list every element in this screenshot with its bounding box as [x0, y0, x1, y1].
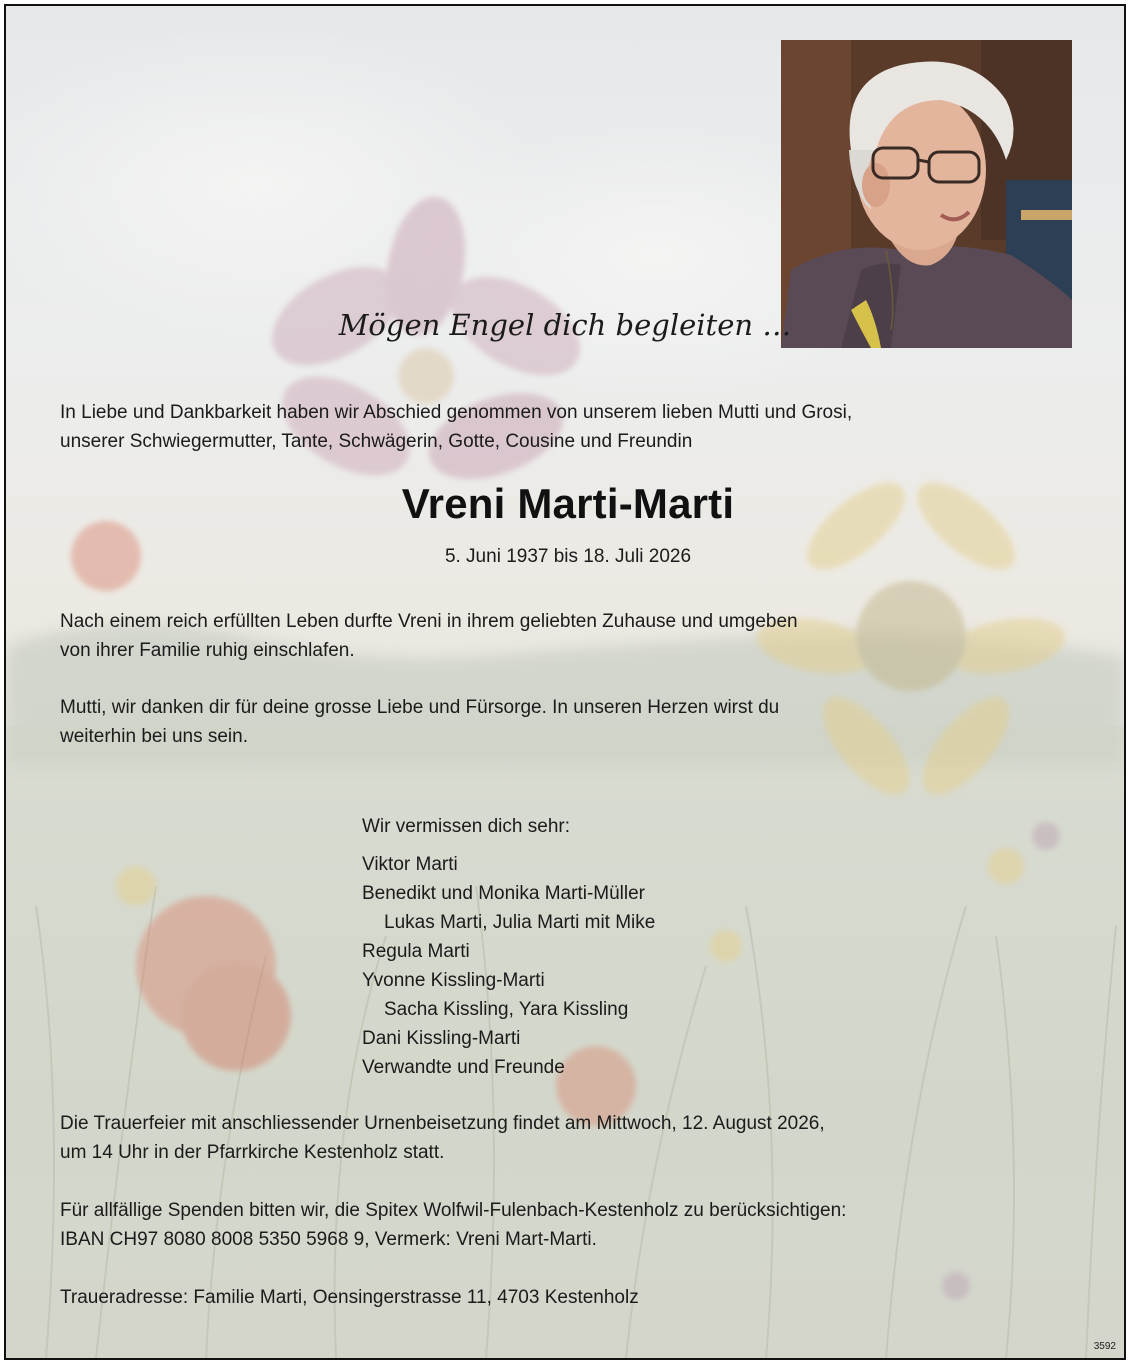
mourner-name: Viktor Marti: [362, 854, 458, 875]
deceased-name: Vreni Marti-Marti: [401, 480, 735, 527]
ceremony-paragraph: [60, 1109, 825, 1167]
mourner-name: Yvonne Kissling-Marti: [362, 970, 545, 991]
mourner-name: Lukas Marti, Julia Marti mit Mike: [384, 912, 656, 933]
paragraph-line: Nach einem reich erfüllten Leben durfte Vreni in ihrem geliebten Zuhause und umgeben: [60, 611, 798, 632]
mourner-name: Verwandte und Freunde: [362, 1057, 565, 1078]
paragraph-line: Die Trauerfeier mit anschliessender Urnenbeisetzung findet am Mittwoch, 12. August 2026,: [60, 1113, 825, 1134]
gratitude-paragraph: [60, 693, 779, 751]
obituary-frame: [4, 4, 1126, 1360]
mourner-name: Dani Kissling-Marti: [362, 1028, 521, 1049]
mourning-address: Traueradresse: Familie Marti, Oensingerstrasse 11, 4703 Kestenholz: [60, 1287, 639, 1308]
intro-line: In Liebe und Dankbarkeit haben wir Abschied genommen von unserem lieben Mutti und Grosi,: [60, 402, 853, 423]
paragraph-line: weiterhin bei uns sein.: [60, 726, 248, 747]
mourner-name: Sacha Kissling, Yara Kissling: [384, 999, 629, 1020]
mourners-heading: Wir vermissen dich sehr:: [362, 816, 570, 837]
paragraph-line: von ihrer Familie ruhig einschlafen.: [60, 640, 355, 661]
passing-paragraph: [60, 607, 798, 665]
portrait-photo: [781, 40, 1072, 348]
donations-paragraph: [60, 1196, 846, 1254]
ad-code: 3592: [1093, 1341, 1116, 1352]
motto-line: [6, 308, 1124, 342]
paragraph-line: Mutti, wir danken dir für deine grosse Liebe und Fürsorge. In unseren Herzen wirst du: [60, 697, 780, 718]
mourner-name: Regula Marti: [362, 941, 470, 962]
paragraph-line: IBAN CH97 8080 8008 5350 5968 9, Vermerk: Vreni Mart-Marti.: [60, 1229, 597, 1250]
intro-paragraph: [60, 398, 852, 456]
life-dates: 5. Juni 1937 bis 18. Juli 2026: [444, 546, 692, 567]
intro-line: unserer Schwiegermutter, Tante, Schwägerin, Gotte, Cousine und Freundin: [60, 431, 693, 452]
mourner-name: Benedikt und Monika Marti-Müller: [362, 883, 646, 904]
motto-text: Mögen Engel dich begleiten …: [338, 308, 792, 342]
paragraph-line: um 14 Uhr in der Pfarrkirche Kestenholz statt.: [60, 1142, 445, 1163]
mourners-list: [362, 812, 655, 1082]
paragraph-line: Für allfällige Spenden bitten wir, die Spitex Wolfwil-Fulenbach-Kestenholz zu berücksichtigen:: [60, 1200, 847, 1221]
